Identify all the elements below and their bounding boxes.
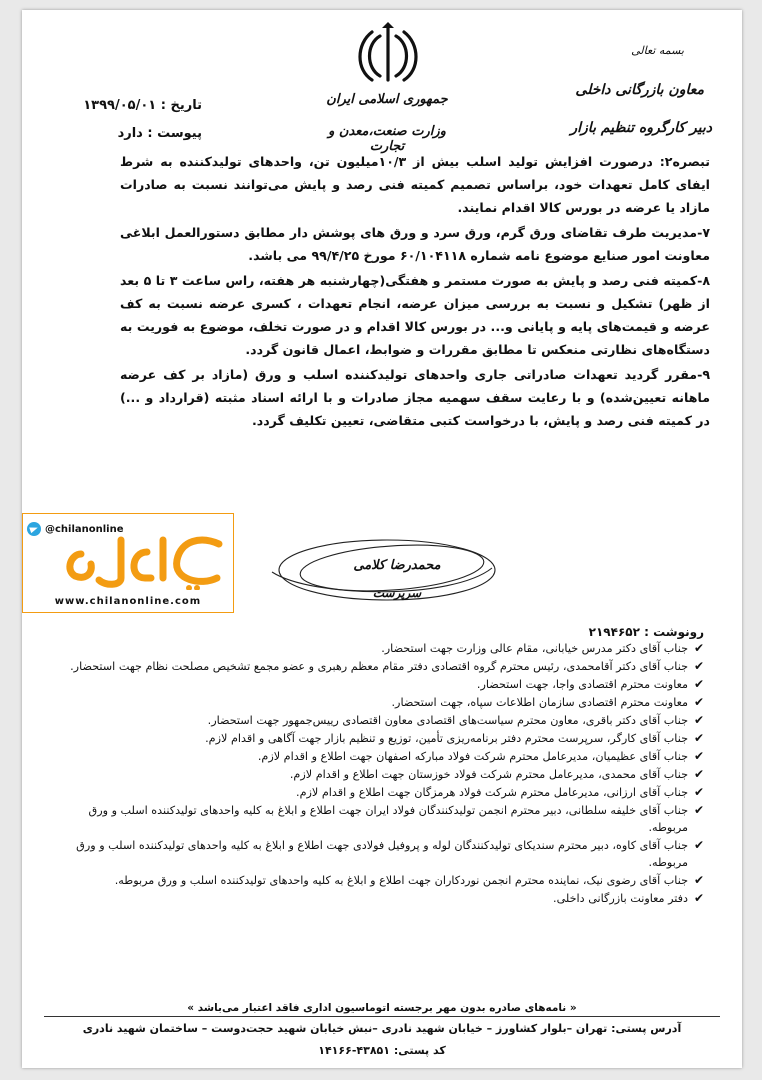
signatory-title: سرپرست (372, 586, 422, 600)
letter-page (22, 10, 742, 1068)
cc-item: ✔ معاونت محترم اقتصادی سازمان اطلاعات سپاه، جهت استحضار. (391, 695, 704, 709)
check-icon: ✔ (693, 677, 704, 691)
check-icon: ✔ (693, 695, 704, 709)
telegram-icon (27, 522, 41, 536)
watermark-handle: @chilanonline (45, 524, 124, 535)
note-2-text: درصورت افزایش تولید اسلب بیش از ۱۰/۳میلیون تن، واحدهای تولیدکننده به شرط ایفای کامل تعهدات خود، براساس تصمیم کمیته فنی رصد و پایش می‌توانند نسبت به صادرات مازاد یا عرضه در بورس کالا اقدام نمایند. (120, 154, 710, 215)
check-icon: ✔ (693, 767, 704, 781)
item-8-paragraph: ۸-کمیته فنی رصد و پایش به صورت مستمر و هفتگی(چهارشنبه هر هفته، راس ساعت ۳ تا ۵ بعد از ظهر) تشکیل و نسبت به بررسی میزان عرضه، انجام تعهدات ، کسری عرضه نسبت به کف عرضه و قیمت‌های پایه و پایانی و... در بورس کالا اقدام و در صورت تخلف، موضوع به فوریت به دستگاه‌های نظارتی منعکس تا مطابق مقررات و ضوابط، اعمال قانون گردد. (120, 273, 711, 357)
cc-item: ✔ جناب آقای ارزانی، مدیرعامل محترم شرکت فولاد هرمزگان جهت اطلاع و اقدام لازم. (296, 785, 704, 799)
validity-notice: « نامه‌های صادره بدون مهر برجسته اتوماسیون اداری فاقد اعتبار می‌باشد » (187, 1002, 577, 1014)
check-icon: ✔ (693, 785, 704, 799)
date-label: تاریخ : (160, 98, 202, 113)
country-title: جمهوری اسلامی ایران (326, 92, 448, 107)
check-icon: ✔ (693, 749, 704, 763)
cc-list (62, 640, 704, 908)
attachment-value: دارد (117, 126, 143, 141)
bismillah-text: بسمه تعالی (631, 44, 684, 57)
postal-code: کد پستی: ۴۳۸۵۱-۱۴۱۶۶ (318, 1044, 446, 1057)
cc-item: ✔ دفتر معاونت بازرگانی داخلی. (553, 891, 704, 905)
cc-item: ✔ جناب آقای رضوی نیک، نماینده محترم انجمن نوردکاران جهت اطلاع و ابلاغ به کلیه واحدهای تولیدکننده اسلب و ورق مربوطه. (114, 873, 704, 887)
cc-item: ✔ جناب آقای دکتر باقری، معاون محترم سیاست‌های اقتصادی معاون اقتصادی رییس‌جمهور جهت استحضار. (207, 713, 704, 727)
attachment-row (62, 126, 202, 141)
cc-item: ✔ جناب آقای کاوه، دبیر محترم سندیکای تولیدکنندگان لوله و پروفیل فولادی جهت اطلاع و ابلاغ به کلیه واحدهای تولیدکننده اسلب و ورق مربوطه. (76, 838, 704, 869)
footer-divider (44, 1016, 720, 1017)
signatory-name: محمدرضا کلامی (353, 558, 441, 573)
check-icon: ✔ (693, 838, 704, 852)
attachment-label: پیوست : (147, 126, 202, 141)
letter-body (120, 150, 710, 434)
cc-item: ✔ جناب آقای محمدی، مدیرعامل محترم شرکت فولاد خوزستان جهت اطلاع و اقدام لازم. (289, 767, 704, 781)
cc-item: ✔ جناب آقای عظیمیان، مدیرعامل محترم شرکت فولاد مبارکه اصفهان جهت اطلاع و اقدام لازم. (257, 749, 704, 763)
cc-item: ✔ جناب آقای دکتر آقامحمدی، رئیس محترم گروه اقتصادی دفتر مقام معظم رهبری و عضو مجمع تشخیص مصلحت نظام جهت استحضار. (70, 659, 704, 673)
cc-label: رونوشت : ۲۱۹۴۶۵۲ (588, 625, 704, 639)
chilan-logo-icon (51, 530, 227, 590)
check-icon: ✔ (693, 873, 704, 887)
date-row (62, 98, 202, 113)
check-icon: ✔ (693, 803, 704, 817)
chilanonline-watermark (22, 513, 234, 613)
check-icon: ✔ (693, 891, 704, 905)
item-9-paragraph: ۹-مقرر گردید تعهدات صادراتی جاری واحدهای تولیدکننده اسلب و ورق (مازاد بر کف عرضه ماهانه تعیین‌شده) و با رعایت سقف سهمیه مجاز صادرات و با ارائه اسناد مثبته (قرارداد و ...) در کمیته فنی رصد و پایش، با درخواست کتبی متقاضی، تعیین تکلیف گردد. (120, 367, 710, 428)
check-icon: ✔ (693, 713, 704, 727)
watermark-url: www.chilanonline.com (54, 596, 202, 607)
item-7-paragraph: ۷-مدیریت طرف تقاضای ورق گرم، ورق سرد و ورق های پوشش دار مطابق دستورالعمل ابلاغی معاونت امور صنایع موضوع نامه شماره ۶۰/۱۰۴۱۱۸ مورخ ۹۹/۴/۲۵ می باشد. (120, 225, 710, 263)
check-icon: ✔ (693, 659, 704, 673)
check-icon: ✔ (693, 731, 704, 745)
note-2-label: تبصره۲: (659, 154, 710, 169)
cc-item: ✔ جناب آقای کارگر، سرپرست محترم دفتر برنامه‌ریزی تأمین، توزیع و تنظیم بازار جهت آگاهی و اقدام لازم. (205, 731, 704, 745)
check-icon: ✔ (693, 641, 704, 655)
date-value: ۱۳۹۹/۰۵/۰۱ (83, 98, 157, 113)
iran-emblem-icon (358, 22, 418, 88)
ministry-title: وزارت صنعت،معدن و تجارت (328, 124, 446, 154)
cc-item: ✔ معاونت محترم اقتصادی واجا، جهت استحضار. (476, 677, 704, 691)
postal-address: آدرس پستی: تهران –بلوار کشاورز – خیابان شهید نادری –نبش خیابان شهید حجت‌دوست – ساختمان شهید نادری (82, 1022, 682, 1035)
cc-item: ✔ جناب آقای خلیفه سلطانی، دبیر محترم انجمن تولیدکنندگان فولاد ایران جهت اطلاع و ابلاغ به کلیه واحدهای تولیدکننده اسلب و ورق مربوطه. (88, 803, 704, 834)
cc-item: ✔ جناب آقای دکتر مدرس خیابانی، مقام عالی وزارت جهت استحضار. (381, 641, 704, 655)
department-title: معاون بازرگانی داخلی (575, 82, 704, 98)
note-2-paragraph (120, 150, 710, 219)
department-subtitle: دبیر کارگروه تنظیم بازار (570, 120, 712, 136)
